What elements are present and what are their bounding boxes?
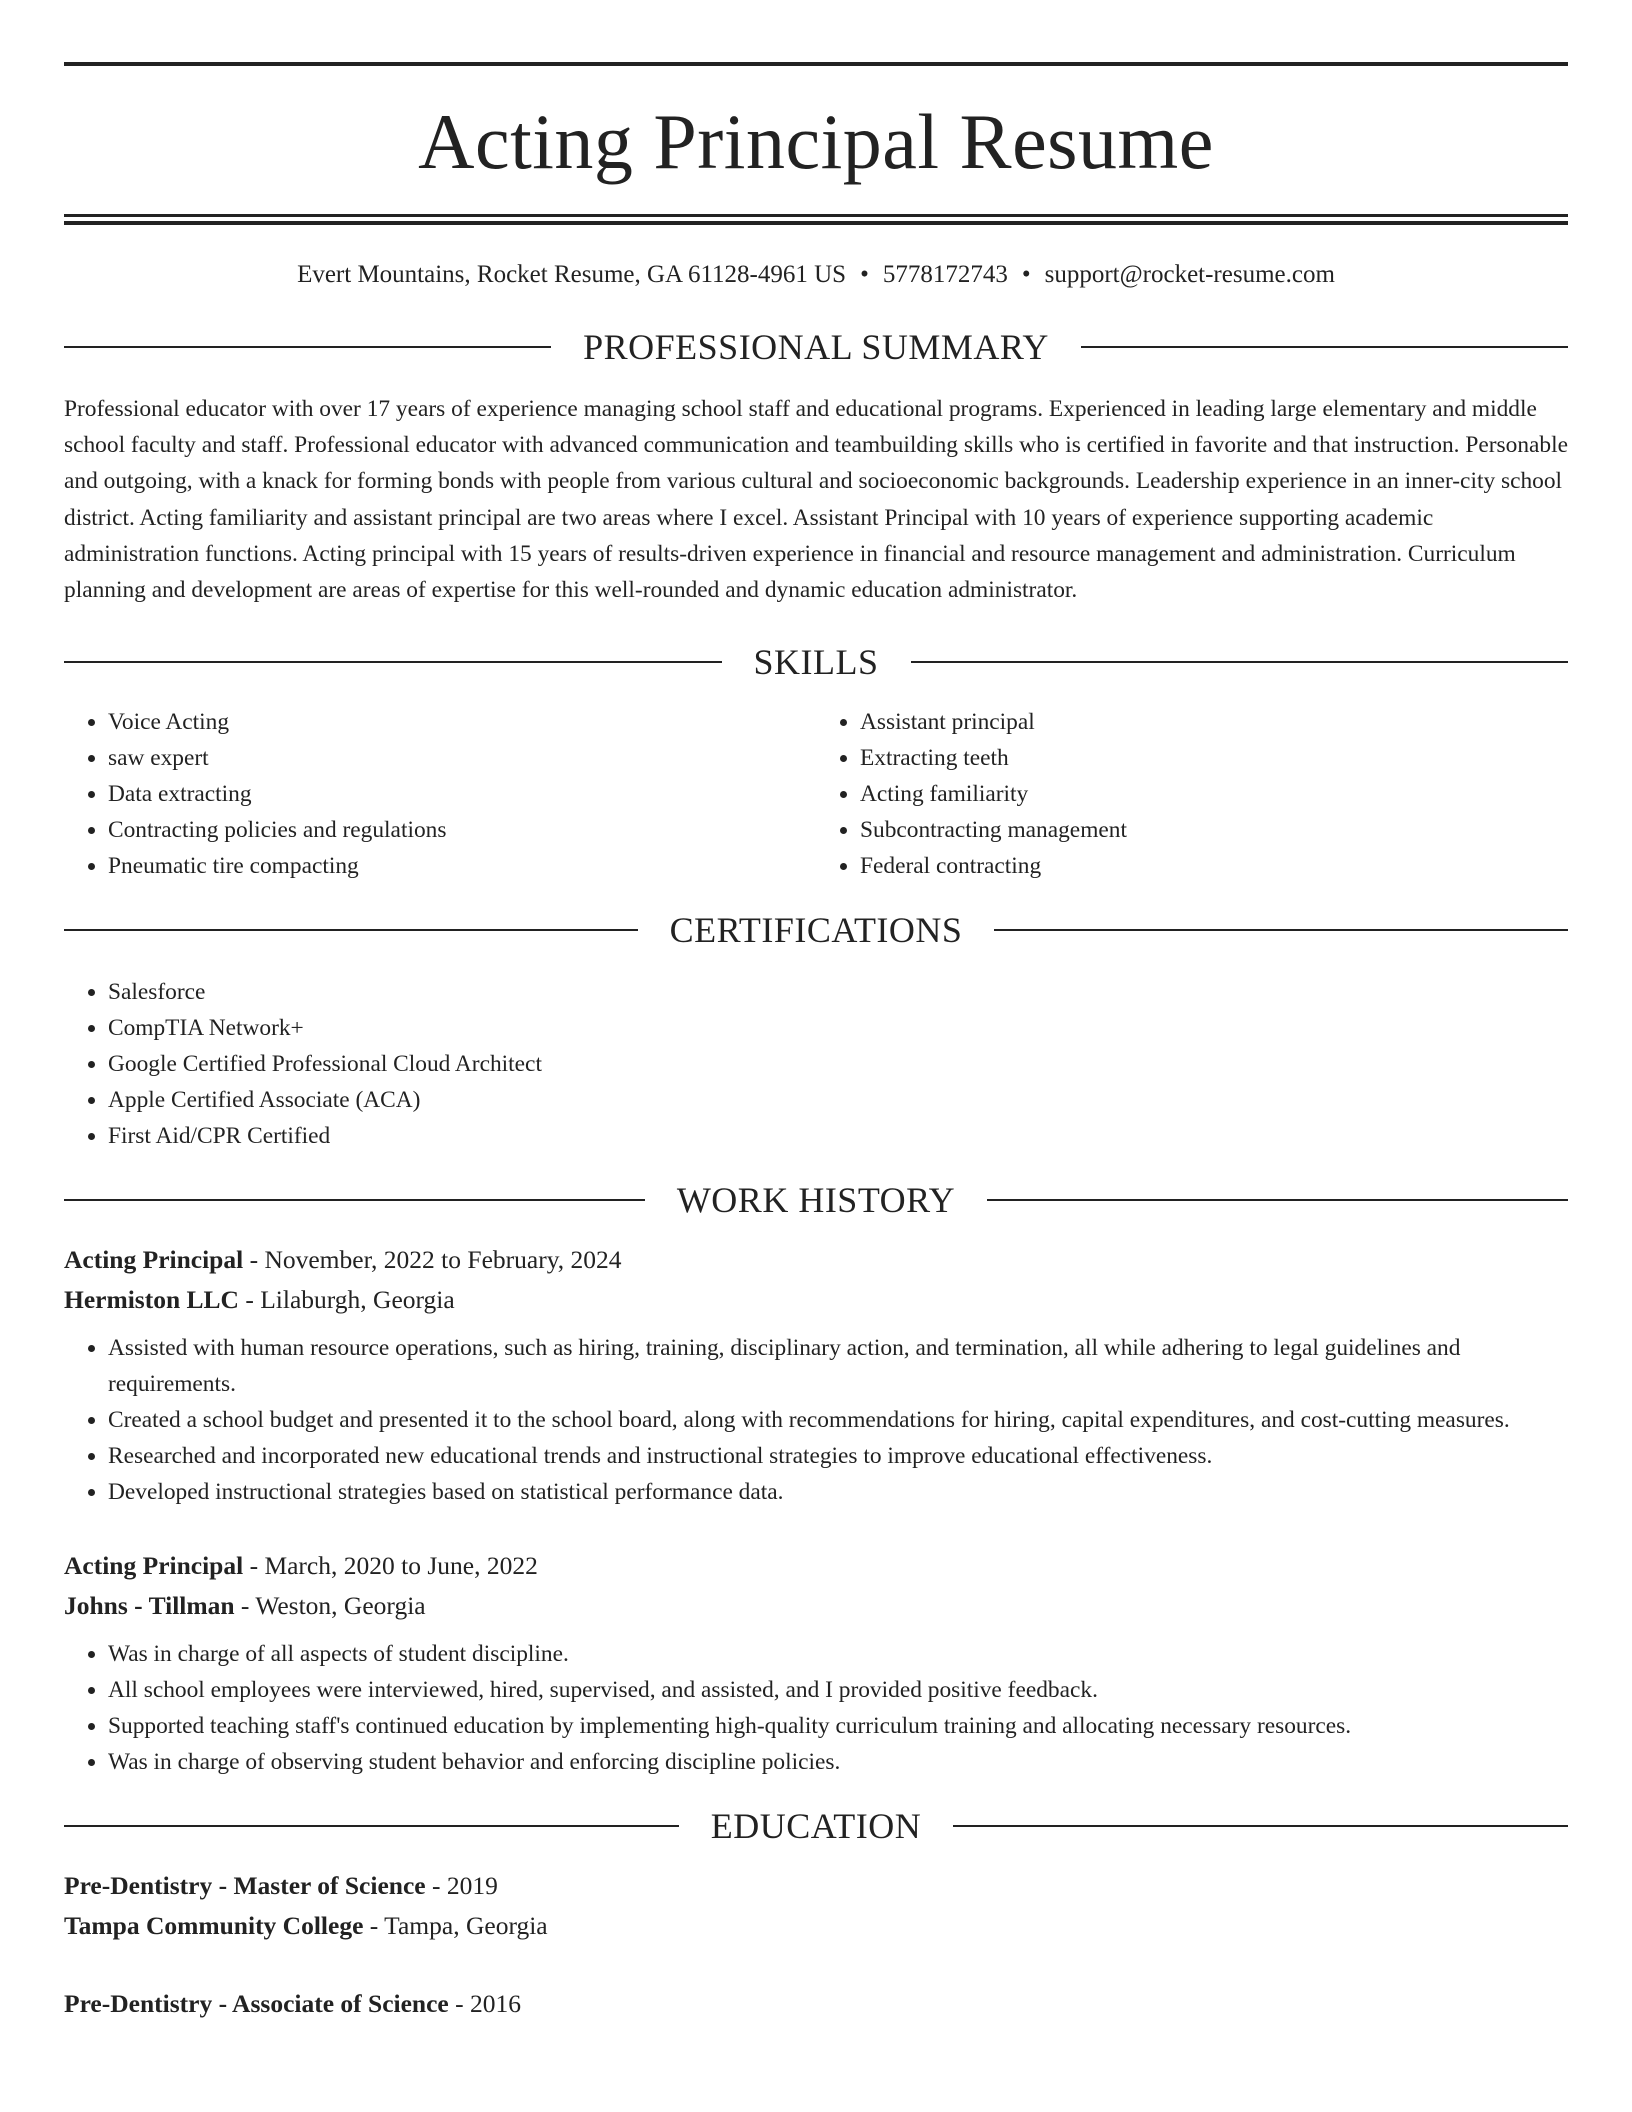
section-heading-certifications [64,904,1568,956]
education-school-line [64,1906,1568,1946]
contact-separator: • [860,261,869,288]
skill-item: • Contracting policies and regulations [108,812,816,848]
heading-rule [987,1199,1568,1201]
job-bullet: • Researched and incorporated new educational trends and instructional strategies to improve educational effectiveness. [108,1438,1568,1474]
skill-item: • Data extracting [108,776,816,812]
heading-rule [64,1825,679,1827]
job-company: Hermiston LLC [64,1285,239,1315]
skill-item: • Subcontracting management [860,812,1568,848]
skill-item: • Assistant principal [860,704,1568,740]
education-degree-line [64,1866,1568,1906]
education-year: - 2016 [448,1989,521,2019]
education-entry [64,1866,1568,1946]
job-bullets [64,1636,1568,1780]
education-entry [64,1984,1568,2024]
job-bullet: • Created a school budget and presented it to the school board, along with recommendations for hiring, capital expenditures, and cost-cutting measures. [108,1402,1568,1438]
summary-heading: PROFESSIONAL SUMMARY [583,327,1049,367]
skill-item: • Extracting teeth [860,740,1568,776]
job-dates: - March, 2020 to June, 2022 [243,1551,538,1581]
education-degree: Pre-Dentistry - Master of Science [64,1871,426,1901]
education-location: - Tampa, Georgia [363,1911,548,1941]
heading-rule [911,661,1569,663]
job-bullet: • Was in charge of all aspects of student discipline. [108,1636,1568,1672]
education-heading: EDUCATION [710,1806,922,1847]
summary-text: Professional educator with over 17 years of experience managing school staff and educational programs. Experienced in leading large elementary and middle school faculty and staff. Professional educator with advanced communication and teambuilding skills who is certified in favorite and that instruction. Personable and outgoing, with a knack for forming bonds with people from various cultural and socioeconomic backgrounds. Leadership experience in an inner-city school district. Acting familiarity and assistant principal are two areas where I excel. Assistant Principal with 10 years of experience supporting academic administration functions. Acting principal with 15 years of results-driven experience in financial and resource management and administration. Curriculum planning and development are areas of expertise for this well-rounded and dynamic education administrator. [64,396,1568,604]
job-title-line [64,1240,1568,1280]
job-location: - Weston, Georgia [234,1591,426,1621]
resume-title: Acting Principal Resume [418,98,1214,185]
job-bullets [64,1330,1568,1510]
certification-item: • Apple Certified Associate (ACA) [108,1082,1568,1118]
education-degree-line [64,1984,1568,2024]
job-company-line [64,1280,1568,1320]
job-entry [64,1240,1568,1510]
skill-item: • saw expert [108,740,816,776]
certification-item: • First Aid/CPR Certified [108,1118,1568,1154]
job-bullet: • Developed instructional strategies based on statistical performance data. [108,1474,1568,1510]
skills-heading: SKILLS [753,642,879,683]
education-year: - 2019 [425,1871,498,1901]
job-bullet: • Supported teaching staff's continued education by implementing high-quality curriculum training and allocating necessary resources. [108,1708,1568,1744]
contact-line [64,259,1568,291]
section-heading-work [64,1174,1568,1226]
job-company-line [64,1586,1568,1626]
job-bullet: • Was in charge of observing student behavior and enforcing discipline policies. [108,1744,1568,1780]
section-heading-education [64,1800,1568,1852]
skill-item: • Voice Acting [108,704,816,740]
heading-rule [994,929,1568,931]
section-heading-skills [64,636,1568,688]
skill-item: • Federal contracting [860,848,1568,884]
job-company: Johns - Tillman [64,1591,235,1621]
heading-rule [64,346,551,348]
title-double-rule [64,214,1568,225]
job-title: Acting Principal [64,1245,244,1275]
job-dates: - November, 2022 to February, 2024 [243,1245,622,1275]
certification-item: • Google Certified Professional Cloud Architect [108,1046,1568,1082]
job-title: Acting Principal [64,1551,244,1581]
section-heading-summary [64,321,1568,373]
contact-address: Evert Mountains, Rocket Resume, GA 61128-4961 US [297,261,847,288]
contact-email: support@rocket-resume.com [1044,261,1335,288]
certifications-heading: CERTIFICATIONS [669,910,963,951]
job-entry [64,1546,1568,1780]
skills-list-right [816,704,1568,884]
heading-rule [1081,346,1568,348]
heading-rule [64,1199,645,1201]
education-school: Tampa Community College [64,1911,364,1941]
heading-rule [953,1825,1568,1827]
heading-rule [64,929,638,931]
certifications-list [64,974,1568,1154]
job-bullet: • Assisted with human resource operations, such as hiring, training, disciplinary action, and termination, all while adhering to legal guidelines and requirements. [108,1330,1568,1402]
contact-separator: • [1021,261,1031,288]
job-title-line [64,1546,1568,1586]
work-heading: WORK HISTORY [676,1180,956,1221]
certification-item: • Salesforce [108,974,1568,1010]
education-degree: Pre-Dentistry - Associate of Science [64,1989,449,2019]
job-bullet: • All school employees were interviewed, hired, supervised, and assisted, and I provided positive feedback. [108,1672,1568,1708]
skill-item: • Pneumatic tire compacting [108,848,816,884]
top-rule [64,62,1568,66]
skills-list-left [64,704,816,884]
heading-rule [64,661,722,663]
certification-item: • CompTIA Network+ [108,1010,1568,1046]
skill-item: • Acting familiarity [860,776,1568,812]
contact-phone: 5778172743 [882,261,1008,288]
skills-grid [64,704,1568,884]
job-location: - Lilaburgh, Georgia [238,1285,455,1315]
